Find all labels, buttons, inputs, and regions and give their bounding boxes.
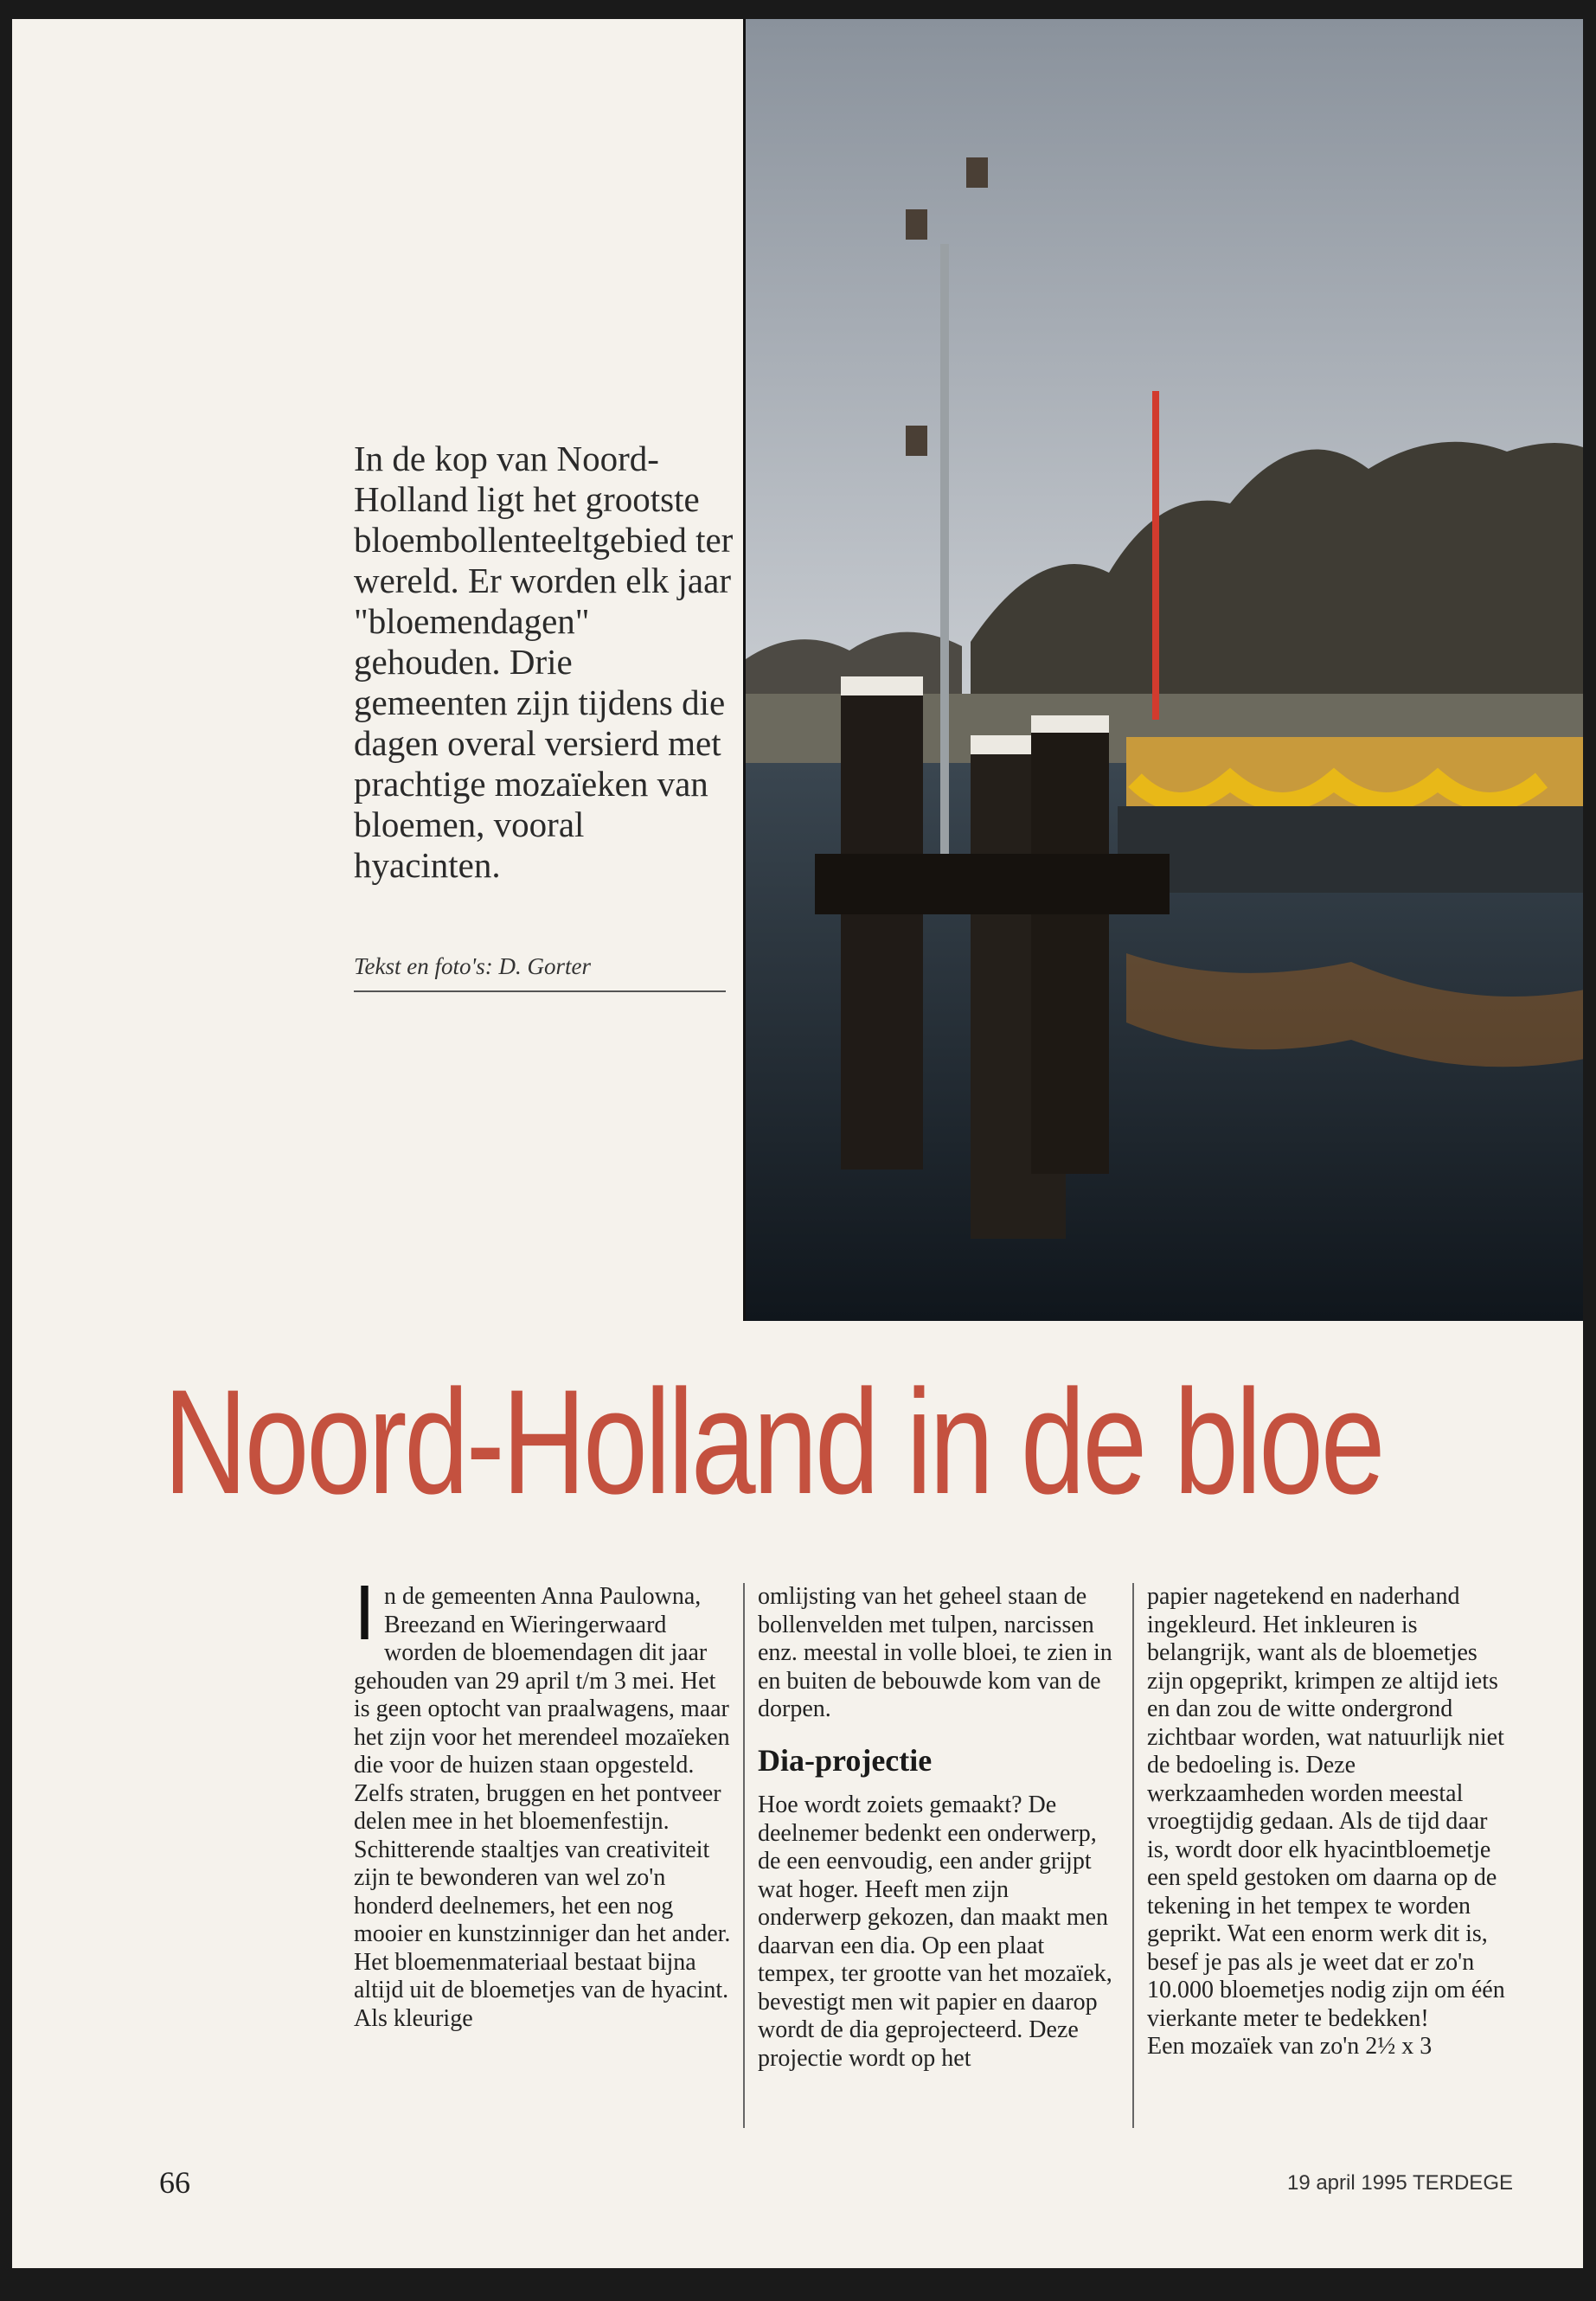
article-headline: Noord-Holland in de bloe bbox=[163, 1359, 1383, 1525]
issue-footer: 19 april 1995 TERDEGE bbox=[1286, 2171, 1513, 2195]
paragraph: Het bloemenmateriaal bestaat bijna altijd uit de bloemetjes van de hyacint. Als kleurige bbox=[354, 1948, 729, 2032]
page-number: 66 bbox=[159, 2165, 190, 2200]
intro-text bbox=[354, 439, 734, 886]
article-photo bbox=[743, 19, 1583, 1321]
photo-credit: Tekst en foto's: D. Gorter bbox=[354, 953, 726, 992]
harbor-photo-illustration bbox=[746, 19, 1583, 1321]
magazine-page bbox=[12, 19, 1583, 2268]
article-column-2 bbox=[743, 1583, 1112, 2128]
paragraph: papier nagetekend en naderhand ingekleurd. Het inkleuren is belangrijk, want als de bloemetjes zijn opgeprikt, krimpen ze altijd iets en dan zou de witte ondergrond zichtbaar worden, wat natuurlijk niet de bedoeling is. Deze werkzaamheden worden meestal vroegtijdig gedaan. Als de tijd daar is, wordt door elk hyacintbloemetje een speld gestoken om daarna op de tekening in het tempex te worden geprikt. Wat een enorm werk dit is, besef je pas als je weet dat er zo'n 10.000 bloemetjes nodig zijn om één vierkante meter te bedekken! bbox=[1147, 1583, 1505, 2032]
article-column-1 bbox=[354, 1570, 734, 2033]
paragraph: Een mozaïek van zo'n 2½ x 3 bbox=[1147, 2033, 1433, 2060]
paragraph bbox=[354, 1570, 734, 1949]
section-subhead: Dia-projectie bbox=[758, 1742, 933, 1778]
drop-cap: I bbox=[354, 1570, 376, 1657]
paragraph: Hoe wordt zoiets gemaakt? De deelnemer bedenkt een onderwerp, de een eenvoudig, een ander grijpt wat hoger. Heeft men zijn onderwerp gekozen, dan maakt men daarvan een dia. Op een plaat tempex, ter grootte van het mozaïek, bevestigt men wit papier en daarop wordt de dia geprojecteerd. Deze projectie wordt op het bbox=[758, 1791, 1112, 2072]
article-column-3 bbox=[1132, 1583, 1510, 2128]
intro-paragraph: In de kop van Noord-Holland ligt het grootste bloembollenteeltgebied ter wereld. Er worden elk jaar "bloemendagen" gehouden. Drie gemeenten zijn tijdens die dagen overal versierd met prachtige mozaïeken van bloemen, vooral hyacinten. bbox=[354, 439, 734, 885]
paragraph: omlijsting van het geheel staan de bollenvelden met tulpen, narcissen enz. meestal in volle bloei, te zien in en buiten de bebouwde kom van de dorpen. bbox=[758, 1583, 1112, 1722]
paragraph-text: n de gemeenten Anna Paulowna, Breezand en Wieringerwaard worden de bloemendagen dit jaar gehouden van 29 april t/m 3 mei. Het is geen optocht van praalwagens, maar het zijn voor het merendeel mozaïeken die voor de huizen staan opgesteld. Zelfs straten, bruggen en het pontveer delen mee in het bloemenfestijn. Schitterende staaltjes van creativiteit zijn te bewonderen van wel zo'n honderd deelnemers, het een nog mooier en kunstzinniger dan het ander. bbox=[354, 1583, 731, 1947]
